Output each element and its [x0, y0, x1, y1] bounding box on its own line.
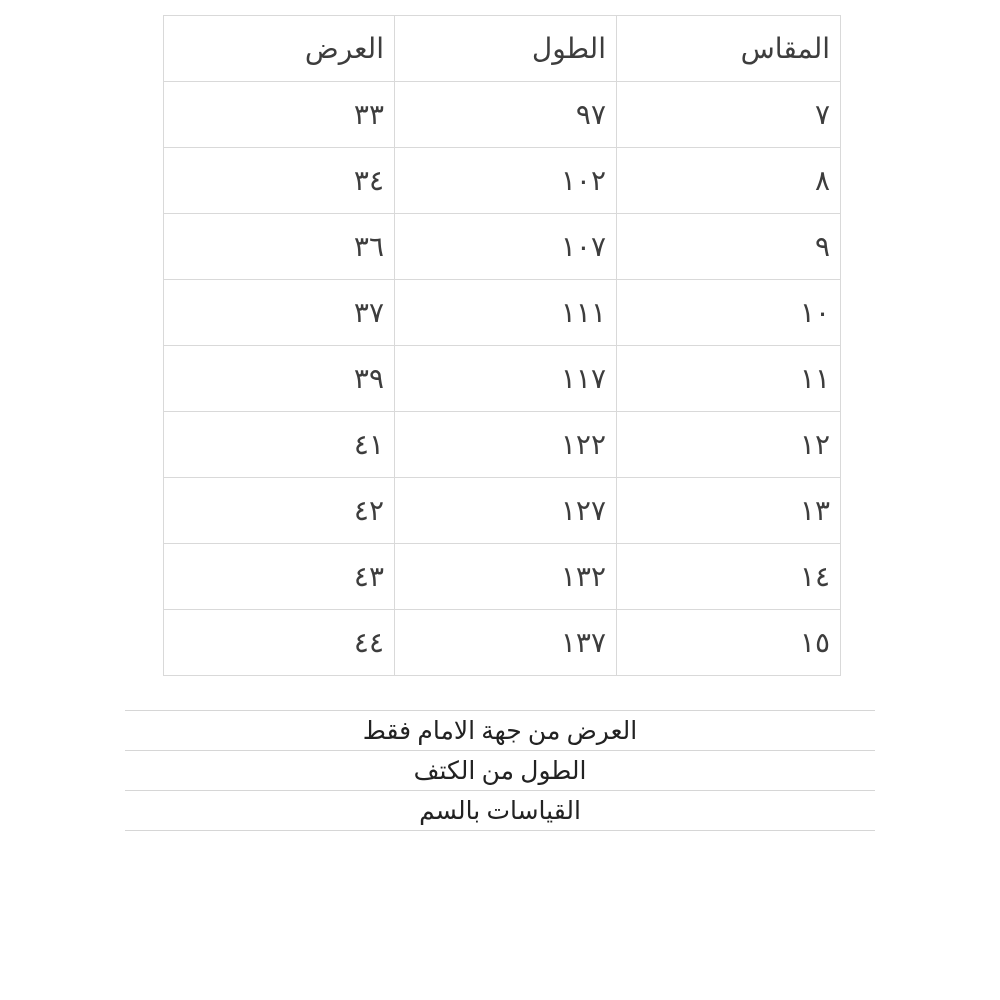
table-cell: ٧ — [617, 82, 841, 148]
table-row — [164, 346, 841, 412]
table-cell: ١٣٢ — [395, 544, 617, 610]
table-cell: ٣٩ — [164, 346, 395, 412]
table-cell: ٤٤ — [164, 610, 395, 676]
table-cell: ١٣ — [617, 478, 841, 544]
table-cell: ٣٣ — [164, 82, 395, 148]
table-cell: ٨ — [617, 148, 841, 214]
table-cell: ٣٧ — [164, 280, 395, 346]
table-row — [164, 412, 841, 478]
table-cell: ١٢٢ — [395, 412, 617, 478]
table-row — [164, 82, 841, 148]
table-row — [164, 214, 841, 280]
table-cell: ١٢ — [617, 412, 841, 478]
table-cell: ٤١ — [164, 412, 395, 478]
column-header-length: الطول — [395, 16, 617, 82]
table-cell: ٤٣ — [164, 544, 395, 610]
measurement-notes — [125, 710, 875, 831]
column-header-width: العرض — [164, 16, 395, 82]
size-table-body — [164, 82, 841, 676]
table-row — [164, 148, 841, 214]
table-cell: ١٣٧ — [395, 610, 617, 676]
size-chart-table — [163, 15, 841, 676]
column-header-size: المقاس — [617, 16, 841, 82]
note-length-from-shoulder: الطول من الكتف — [125, 750, 875, 790]
table-cell: ٣٦ — [164, 214, 395, 280]
table-row — [164, 610, 841, 676]
table-cell: ٣٤ — [164, 148, 395, 214]
table-cell: ١١١ — [395, 280, 617, 346]
table-cell: ١٠ — [617, 280, 841, 346]
table-cell: ١٠٢ — [395, 148, 617, 214]
note-measurements-in-cm: القياسات بالسم — [125, 790, 875, 830]
table-cell: ١١ — [617, 346, 841, 412]
table-cell: ١٠٧ — [395, 214, 617, 280]
table-row — [164, 544, 841, 610]
header-row — [164, 16, 841, 82]
table-cell: ٤٢ — [164, 478, 395, 544]
note-width-front-only: العرض من جهة الامام فقط — [125, 710, 875, 750]
table-cell: ٩٧ — [395, 82, 617, 148]
table-cell: ١١٧ — [395, 346, 617, 412]
table-cell: ١٢٧ — [395, 478, 617, 544]
table-row — [164, 280, 841, 346]
table-cell: ١٤ — [617, 544, 841, 610]
table-cell: ١٥ — [617, 610, 841, 676]
table-cell: ٩ — [617, 214, 841, 280]
table-row — [164, 478, 841, 544]
